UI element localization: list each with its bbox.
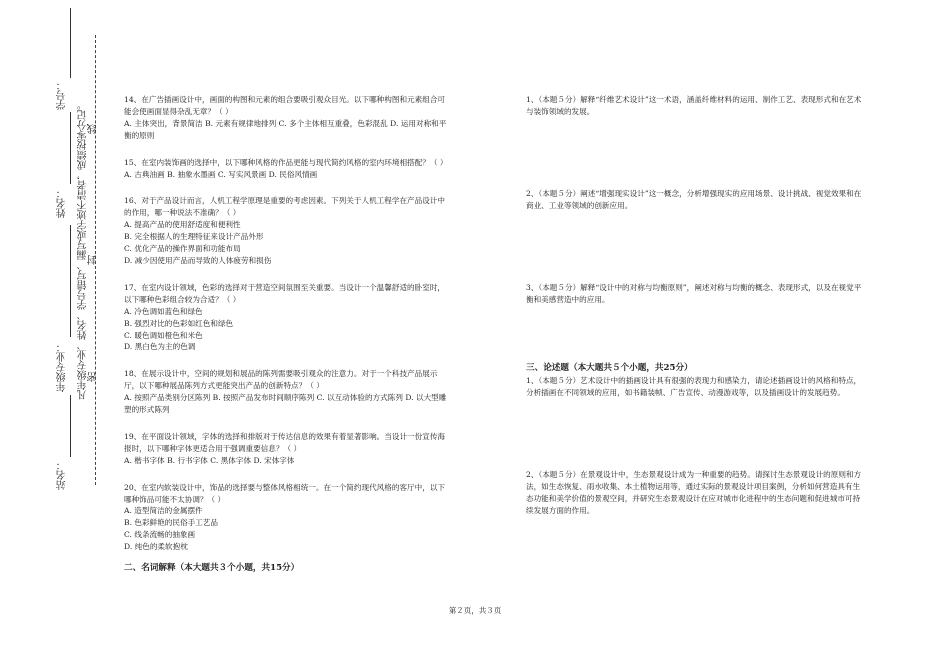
- term-question-1: 1、（本题５分）解释“纤维艺术设计”这一术语，涵盖纤维材料的运用、制作工艺、表现形式和在艺术与装饰领域的发展。: [526, 95, 862, 116]
- question-16-option-c: C. 优化产品的操作界面和功能布局: [124, 244, 241, 254]
- underline-xuehao: [70, 8, 71, 78]
- question-17-option-a: A. 冷色调如蓝色和绿色: [124, 306, 203, 316]
- question-15-options: A. 古典油画 B. 抽象水墨画 C. 写实风景画 D. 民俗风情画: [124, 169, 318, 179]
- question-19-options: A. 楷书字体 B. 行书字体 C. 黑体字体 D. 宋体字体: [124, 455, 295, 465]
- label-jiaming: 站名：: [57, 460, 68, 490]
- page-footer: 第２页，共３页: [448, 606, 502, 615]
- section-3-title: 三、论述题（本大题共５个小题，共25分）: [526, 363, 693, 374]
- binding-dashed-line: [95, 35, 96, 485]
- question-17-option-d: D. 黑白色为主的色调: [124, 342, 196, 352]
- binding-hint: 凡年级专业、姓名、学号错写、漏写或字迹不清者，成绩按零分记。: [78, 100, 89, 400]
- question-14-stem: 14、在广告插画设计中，画面的构图和元素的组合要吸引观众目光。以下哪种构图和元素组合可能会使画面显得杂乱无章？（ ）: [124, 95, 446, 116]
- question-18-options: A. 按照产品类别分区陈列 B. 按照产品发布时间顺序陈列 C. 以互动体验的方式陈列 D. 以大型雕塑的形式陈列: [124, 393, 447, 415]
- question-20-option-b: B. 色彩鲜艳的民俗手工艺品: [124, 518, 218, 528]
- question-17-stem: 17、在室内设计领域，色彩的选择对于营造空间氛围至关重要。当设计一个温馨舒适的卧室时，以下哪种色彩组合较为合适？（ ）: [124, 282, 446, 304]
- label-xingming: 姓名：: [57, 188, 68, 218]
- question-15-stem: 15、在室内装饰画的选择中，以下哪种风格的作品更能与现代简约风格的室内环境相搭配？（ ）: [124, 157, 448, 167]
- question-17-option-c: C. 暖色调如橙色和米色: [124, 330, 203, 340]
- binding-mark-xian: 线: [88, 124, 99, 134]
- question-20-stem: 20、在室内软装设计中，饰品的选择要与整体风格相统一。在一个简约现代风格的客厅中，以下哪种饰品可能不太协调？（ ）: [124, 482, 446, 504]
- question-20-option-c: C. 线条流畅的抽象画: [124, 530, 196, 540]
- question-20-option-d: D. 纯色的柔软抱枕: [124, 542, 188, 552]
- question-14-options: A. 主体突出，背景简洁 B. 元素有规律地排列 C. 多个主体相互重叠，色彩混乱 D. 运用对称和平衡的原则: [124, 118, 447, 140]
- term-question-2: 2、（本题５分）阐述“增强现实设计”这一概念，分析增强现实的应用场景、设计挑战、视觉效果和在商业、工业等领域的创新应用。: [526, 188, 862, 210]
- essay-question-1: 1、（本题５分）艺术设计中的插画设计具有很强的表现力和感染力，请论述插画设计的风格和特点，分析插画在不同领域的应用，如书籍装帧、广告宣传、动漫游戏等，以及插画设计的发展趋势。: [526, 376, 862, 398]
- question-18-stem: 18、在展示设计中，空间的规划和展品的陈列需要吸引观众的注意力。对于一个科技产品展示厅，以下哪种展品陈列方式更能突出产品的创新特点？（ ）: [124, 369, 438, 391]
- essay-question-2: 2、（本题５分）在景观设计中，生态景观设计成为一种重要的趋势。请探讨生态景观设计的原则和方法，如生态恢复、雨水收集、本土植物运用等，通过实际的景观设计项目案例，分析如何营造具有生态功能和美学价值的景观空间，并研究生态景观设计在应对城市化进程中的生态问题和促进城市可持续发展方面的作用。: [526, 470, 862, 515]
- question-20-option-a: A. 造型简洁的金属摆件: [124, 506, 203, 516]
- question-16-option-b: B. 完全根据人的生理特征来设计产品外形: [124, 232, 264, 242]
- label-xuehao: 学号：: [57, 80, 68, 110]
- right-column: [526, 94, 862, 517]
- underline-jiaming: [70, 395, 71, 457]
- section-2-title: 二、名词解释（本大题共３个小题，共15分）: [124, 563, 300, 574]
- question-16-stem: 16、对于产品设计而言，人机工程学原理是重要的考虑因素。下列关于人机工程学在产品设计中的作用，哪一种说法不准确？（ ）: [124, 196, 446, 218]
- left-column: [124, 94, 452, 575]
- question-16-option-a: A. 提高产品的使用舒适度和便利性: [124, 220, 241, 230]
- label-nianji: 年级专业：: [57, 342, 68, 392]
- binding-mark-mi: 密: [88, 372, 99, 382]
- question-19-stem: 19、在平面设计领域，字体的选择和排版对于传达信息的效果有着显著影响。当设计一份宣传海报时，以下哪种字体更适合用于强调重要信息？（ ）: [124, 431, 446, 453]
- question-16-option-d: D. 减少因使用产品而导致的人体疲劳和损伤: [124, 255, 272, 265]
- underline-nianji: [70, 225, 71, 337]
- question-17-option-b: B. 强烈对比的色彩如红色和绿色: [124, 318, 234, 328]
- binding-mark-feng: 封: [88, 255, 99, 265]
- underline-xingming: [70, 112, 71, 184]
- term-question-3: 3、（本题５分）解释“设计中的对称与均衡原则”，阐述对称与均衡的概念、表现形式，以及在视觉平衡和美感营造中的应用。: [526, 282, 862, 304]
